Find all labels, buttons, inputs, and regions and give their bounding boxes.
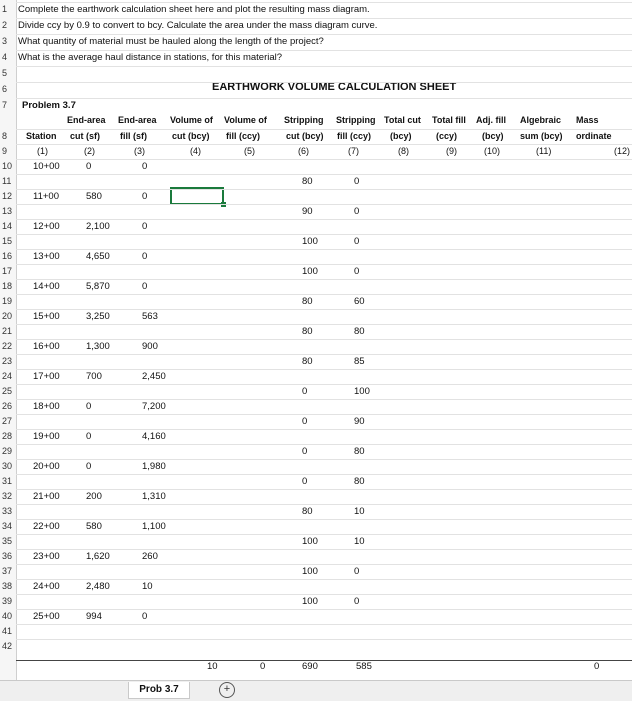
stripping-cut-cell[interactable]: 0	[302, 416, 308, 427]
fill-area-cell[interactable]: 0	[142, 191, 148, 202]
cut-area-cell[interactable]: 5,870	[86, 281, 110, 292]
header-cut-area-1: End-area	[67, 115, 106, 125]
header-total-fill-2: (ccy)	[436, 131, 458, 141]
stripping-fill-cell[interactable]: 80	[354, 446, 365, 457]
row-number[interactable]: 8	[2, 131, 8, 141]
col-number-4: (4)	[190, 146, 201, 156]
station-cell[interactable]: 16+00	[33, 341, 60, 352]
cut-area-cell[interactable]: 4,650	[86, 251, 110, 262]
col-number-8: (8)	[398, 146, 409, 156]
row-number[interactable]: 29	[2, 446, 13, 456]
header-alg-sum-1: Algebraic	[520, 115, 562, 125]
row-gridline	[16, 459, 632, 460]
cut-area-cell[interactable]: 0	[86, 431, 92, 442]
row-number[interactable]: 18	[2, 281, 13, 291]
row-gridline	[16, 50, 632, 51]
station-cell[interactable]: 21+00	[33, 491, 60, 502]
row-gridline	[16, 489, 632, 490]
stripping-cut-cell[interactable]: 80	[302, 296, 313, 307]
fill-area-cell[interactable]: 2,450	[142, 371, 166, 382]
row-gridline	[16, 264, 632, 265]
row-number[interactable]: 36	[2, 551, 13, 561]
row-number[interactable]: 15	[2, 236, 13, 246]
fill-area-cell[interactable]: 900	[142, 341, 158, 352]
header-vol-fill-1: Volume of	[224, 115, 267, 125]
header-station: Station	[26, 131, 57, 141]
row-number[interactable]: 23	[2, 356, 13, 366]
fill-area-cell[interactable]: 563	[142, 311, 158, 322]
totals-divider	[16, 660, 632, 661]
cut-area-cell[interactable]: 0	[86, 401, 92, 412]
row-gridline	[16, 129, 632, 130]
station-cell[interactable]: 11+00	[33, 191, 59, 202]
header-vol-cut-1: Volume of	[170, 115, 213, 125]
row-number[interactable]: 34	[2, 521, 13, 531]
row-gridline	[16, 609, 632, 610]
total-mass-ordinate[interactable]: 0	[594, 661, 600, 672]
header-mass-1: Mass	[576, 115, 599, 125]
fill-area-cell[interactable]: 4,160	[142, 431, 166, 442]
stripping-fill-cell[interactable]: 0	[354, 566, 360, 577]
problem-label[interactable]: Problem 3.7	[22, 100, 76, 111]
row-gridline	[16, 519, 632, 520]
stripping-cut-cell[interactable]: 100	[302, 596, 318, 607]
row-number[interactable]: 9	[2, 146, 8, 156]
stripping-fill-cell[interactable]: 90	[354, 416, 365, 427]
total-volume-cut[interactable]: 10	[207, 661, 218, 672]
col-number-9: (9)	[446, 146, 457, 156]
row-gridline	[16, 444, 632, 445]
stripping-fill-cell[interactable]: 0	[354, 236, 360, 247]
row-gridline	[16, 624, 632, 625]
cut-area-cell[interactable]: 0	[86, 161, 92, 172]
header-vol-cut-2: cut (bcy)	[172, 131, 210, 141]
col-number-11: (11)	[536, 146, 552, 156]
header-strip-cut-2: cut (bcy)	[286, 131, 324, 141]
sheet-tab-bar	[0, 680, 632, 701]
stripping-fill-cell[interactable]: 80	[354, 326, 365, 337]
fill-area-cell[interactable]: 10	[142, 581, 153, 592]
stripping-fill-cell[interactable]: 100	[354, 386, 370, 397]
row-number[interactable]: 7	[2, 100, 8, 110]
station-cell[interactable]: 23+00	[33, 551, 60, 562]
stripping-cut-cell[interactable]: 80	[302, 506, 313, 517]
cut-area-cell[interactable]: 0	[86, 461, 92, 472]
fill-area-cell[interactable]: 7,200	[142, 401, 166, 412]
row-number[interactable]: 5	[2, 68, 8, 78]
row-number[interactable]: 41	[2, 626, 13, 636]
question-3[interactable]: What quantity of material must be hauled along the length of the project?	[18, 36, 324, 47]
row-number[interactable]: 6	[2, 84, 8, 94]
station-cell[interactable]: 20+00	[33, 461, 60, 472]
station-cell[interactable]: 17+00	[33, 371, 60, 382]
row-gridline	[16, 249, 632, 250]
row-gridline	[16, 82, 632, 83]
station-cell[interactable]: 24+00	[33, 581, 60, 592]
col-number-1: (1)	[37, 146, 48, 156]
row-number[interactable]: 33	[2, 506, 13, 516]
row-number[interactable]: 40	[2, 611, 13, 621]
station-cell[interactable]: 13+00	[33, 251, 60, 262]
row-number[interactable]: 3	[2, 36, 8, 46]
row-number[interactable]: 38	[2, 581, 13, 591]
header-total-cut-1: Total cut	[384, 115, 421, 125]
row-gridline	[16, 159, 632, 160]
row-gridline	[16, 189, 632, 190]
stripping-fill-cell[interactable]: 0	[354, 176, 360, 187]
row-number[interactable]: 35	[2, 536, 13, 546]
stripping-cut-cell[interactable]: 100	[302, 536, 318, 547]
row-gridline	[16, 279, 632, 280]
row-number[interactable]: 10	[2, 161, 13, 171]
header-strip-fill-1: Stripping	[336, 115, 376, 125]
question-2[interactable]: Divide ccy by 0.9 to convert to bcy. Calculate the area under the mass diagram curve.	[18, 20, 378, 31]
row-number[interactable]: 4	[2, 52, 8, 62]
row-number[interactable]: 30	[2, 461, 13, 471]
sheet-tab-prob-3-7[interactable]: Prob 3.7	[128, 682, 190, 699]
header-adj-fill-1: Adj. fill	[476, 115, 506, 125]
cut-area-cell[interactable]: 1,620	[86, 551, 110, 562]
row-number[interactable]: 20	[2, 311, 13, 321]
add-sheet-icon[interactable]: +	[219, 682, 235, 698]
col-number-7: (7)	[348, 146, 359, 156]
sheet-title[interactable]: EARTHWORK VOLUME CALCULATION SHEET	[212, 81, 457, 93]
row-number[interactable]: 16	[2, 251, 13, 261]
row-gridline	[16, 219, 632, 220]
stripping-cut-cell[interactable]: 0	[302, 386, 308, 397]
header-total-fill-1: Total fill	[432, 115, 466, 125]
row-gridline	[16, 594, 632, 595]
row-gridline	[16, 474, 632, 475]
stripping-cut-cell[interactable]: 0	[302, 446, 308, 457]
station-cell[interactable]: 19+00	[33, 431, 60, 442]
row-gridline	[16, 294, 632, 295]
stripping-fill-cell[interactable]: 10	[354, 536, 365, 547]
row-gridline	[16, 339, 632, 340]
row-number[interactable]: 17	[2, 266, 13, 276]
total-stripping-fill[interactable]: 585	[356, 661, 372, 672]
fill-area-cell[interactable]: 1,100	[142, 521, 166, 532]
stripping-fill-cell[interactable]: 0	[354, 596, 360, 607]
cut-area-cell[interactable]: 200	[86, 491, 102, 502]
fill-area-cell[interactable]: 1,310	[142, 491, 166, 502]
row-number[interactable]: 19	[2, 296, 13, 306]
row-number[interactable]: 31	[2, 476, 13, 486]
row-number[interactable]: 11	[2, 176, 12, 186]
header-alg-sum-2: sum (bcy)	[520, 131, 563, 141]
cut-area-cell[interactable]: 994	[86, 611, 102, 622]
header-cut-area-2: cut (sf)	[70, 131, 100, 141]
fill-area-cell[interactable]: 0	[142, 611, 148, 622]
station-cell[interactable]: 10+00	[33, 161, 60, 172]
stripping-cut-cell[interactable]: 80	[302, 356, 313, 367]
col-number-2: (2)	[84, 146, 95, 156]
station-cell[interactable]: 15+00	[33, 311, 60, 322]
col-number-6: (6)	[298, 146, 309, 156]
header-fill-area-1: End-area	[118, 115, 157, 125]
row-number[interactable]: 39	[2, 596, 13, 606]
fill-area-cell[interactable]: 0	[142, 221, 148, 232]
stripping-fill-cell[interactable]: 85	[354, 356, 365, 367]
row-number[interactable]: 24	[2, 371, 13, 381]
stripping-cut-cell[interactable]: 100	[302, 236, 318, 247]
stripping-cut-cell[interactable]: 100	[302, 266, 318, 277]
fill-area-cell[interactable]: 0	[142, 161, 148, 172]
row-gridline	[16, 309, 632, 310]
row-number[interactable]: 12	[2, 191, 13, 201]
row-gridline	[16, 414, 632, 415]
fill-area-cell[interactable]: 0	[142, 281, 148, 292]
cut-area-cell[interactable]: 2,480	[86, 581, 110, 592]
row-number[interactable]: 26	[2, 401, 13, 411]
row-gridline	[16, 534, 632, 535]
row-gridline	[16, 639, 632, 640]
header-strip-cut-1: Stripping	[284, 115, 324, 125]
row-number[interactable]: 37	[2, 566, 13, 576]
row-number[interactable]: 22	[2, 341, 13, 351]
header-vol-fill-2: fill (ccy)	[226, 131, 261, 141]
header-mass-2: ordinate	[576, 131, 612, 141]
stripping-fill-cell[interactable]: 80	[354, 476, 365, 487]
row-number[interactable]: 32	[2, 491, 13, 501]
cut-area-cell[interactable]: 700	[86, 371, 102, 382]
row-number[interactable]: 2	[2, 20, 8, 30]
row-number[interactable]: 27	[2, 416, 13, 426]
row-number[interactable]: 13	[2, 206, 13, 216]
col-number-10: (10)	[484, 146, 501, 156]
stripping-fill-cell[interactable]: 10	[354, 506, 365, 517]
row-number[interactable]: 25	[2, 386, 13, 396]
stripping-fill-cell[interactable]: 0	[354, 266, 360, 277]
row-gridline	[16, 2, 632, 3]
station-cell[interactable]: 18+00	[33, 401, 60, 412]
row-number[interactable]: 1	[2, 4, 8, 14]
row-gridline	[16, 384, 632, 385]
fill-area-cell[interactable]: 1,980	[142, 461, 166, 472]
header-adj-fill-2: (bcy)	[482, 131, 504, 141]
stripping-fill-cell[interactable]: 60	[354, 296, 365, 307]
row-gridline	[16, 234, 632, 235]
row-gridline	[16, 18, 632, 19]
row-gridline	[16, 564, 632, 565]
header-strip-fill-2: fill (ccy)	[337, 131, 372, 141]
stripping-cut-cell[interactable]: 80	[302, 176, 313, 187]
header-fill-area-2: fill (sf)	[120, 131, 147, 141]
row-gridline	[16, 324, 632, 325]
row-gridline	[16, 504, 632, 505]
stripping-cut-cell[interactable]: 90	[302, 206, 313, 217]
fill-area-cell[interactable]: 0	[142, 251, 148, 262]
row-gridline	[16, 369, 632, 370]
cut-area-cell[interactable]: 2,100	[86, 221, 110, 232]
row-number[interactable]: 28	[2, 431, 13, 441]
total-volume-fill[interactable]: 0	[260, 661, 266, 672]
cut-area-cell[interactable]: 580	[86, 521, 102, 532]
row-number[interactable]: 14	[2, 221, 13, 231]
row-number[interactable]: 21	[2, 326, 13, 336]
fill-area-cell[interactable]: 260	[142, 551, 158, 562]
question-1[interactable]: Complete the earthwork calculation sheet here and plot the resulting mass diagram.	[18, 4, 370, 15]
cut-area-cell[interactable]: 580	[86, 191, 102, 202]
question-4[interactable]: What is the average haul distance in stations, for this material?	[18, 52, 283, 63]
row-gridline	[16, 204, 632, 205]
row-gridline	[16, 144, 632, 145]
cut-area-cell[interactable]: 1,300	[86, 341, 110, 352]
row-gridline	[16, 66, 632, 67]
row-number[interactable]: 42	[2, 641, 13, 651]
row-gridline	[16, 354, 632, 355]
station-cell[interactable]: 14+00	[33, 281, 60, 292]
row-gridline	[16, 174, 632, 175]
col-number-3: (3)	[134, 146, 145, 156]
stripping-cut-cell[interactable]: 80	[302, 326, 313, 337]
station-cell[interactable]: 25+00	[33, 611, 60, 622]
stripping-cut-cell[interactable]: 100	[302, 566, 318, 577]
row-gridline	[16, 549, 632, 550]
col-number-12: (12)	[614, 146, 631, 156]
station-cell[interactable]: 22+00	[33, 521, 60, 532]
row-gridline	[16, 429, 632, 430]
row-gridline	[16, 98, 632, 99]
col-number-5: (5)	[244, 146, 255, 156]
total-stripping-cut[interactable]: 690	[302, 661, 318, 672]
stripping-cut-cell[interactable]: 0	[302, 476, 308, 487]
station-cell[interactable]: 12+00	[33, 221, 60, 232]
cut-area-cell[interactable]: 3,250	[86, 311, 110, 322]
row-gridline	[16, 399, 632, 400]
row-gridline	[16, 579, 632, 580]
header-total-cut-2: (bcy)	[390, 131, 412, 141]
stripping-fill-cell[interactable]: 0	[354, 206, 360, 217]
row-gridline	[16, 34, 632, 35]
